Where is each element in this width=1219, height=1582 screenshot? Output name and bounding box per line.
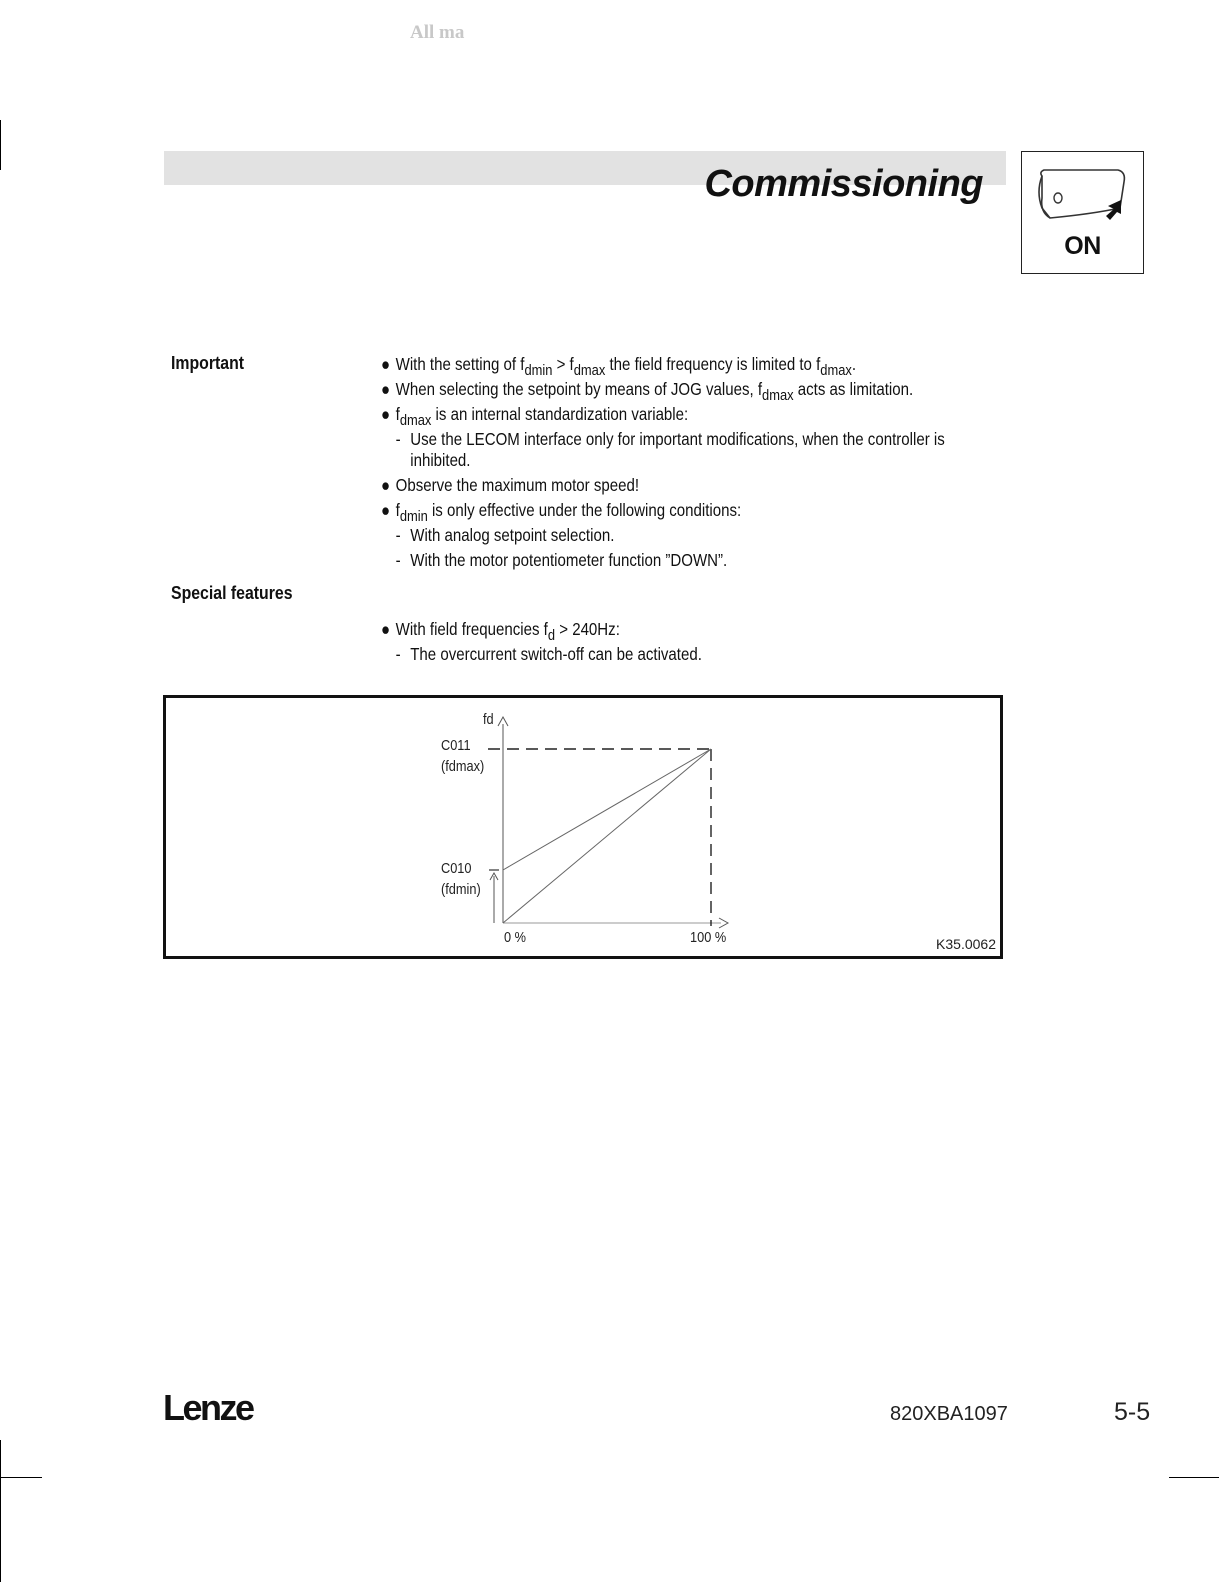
- sub-list-item: - With analog setpoint selection.: [381, 523, 931, 548]
- list-item: ● $f_{dmin}$ is only effective under the following conditions:: [381, 500, 742, 525]
- crop-mark: [1169, 1477, 1219, 1478]
- bullet-icon: ●: [381, 379, 391, 399]
- watermark-text: All ma: [410, 22, 465, 43]
- page-number: 5-5: [1114, 1398, 1151, 1426]
- sub-list-item: - With the motor potentiometer function ”DOWN”.: [381, 548, 931, 573]
- characteristic-with-fdmin: [503, 749, 711, 870]
- fdmax-name-label: (fdmax): [441, 759, 485, 775]
- crop-mark: [0, 1440, 1, 1582]
- fdmin-code-label: C010: [441, 861, 472, 877]
- dash-marker: -: [395, 525, 401, 545]
- x-axis-start-label: 0 %: [504, 930, 526, 946]
- diagram-graphic: [166, 698, 1000, 956]
- bullet-icon: ●: [381, 619, 391, 639]
- list-item: ● $f_{dmax}$ is an internal standardization variable:: [381, 404, 689, 429]
- on-label: ON: [1064, 232, 1101, 260]
- x-axis-end-label: 100 %: [690, 930, 727, 946]
- important-label: Important: [171, 353, 245, 373]
- list-item: ● Observe the maximum motor speed!: [381, 473, 931, 498]
- setpoint-diagram: [163, 695, 1003, 959]
- bullet-icon: ●: [381, 354, 391, 374]
- dash-marker: -: [395, 550, 401, 570]
- fdmin-name-label: (fdmin): [441, 882, 481, 898]
- bullet-icon: ●: [381, 500, 391, 520]
- sub-list-item-continuation: inhibited.: [410, 450, 471, 470]
- lenze-logo: Lenze: [163, 1387, 253, 1428]
- document-number: 820XBA1097: [890, 1403, 1008, 1425]
- bullet-icon: ●: [381, 404, 391, 424]
- figure-id: K35.0062: [936, 936, 996, 952]
- page-title: Commissioning: [704, 163, 983, 205]
- sub-list-item: - The overcurrent switch-off can be activated.: [381, 642, 931, 667]
- bullet-icon: ●: [381, 475, 391, 495]
- list-item: ● When selecting the setpoint by means of JOG values, $f_{dmax}$ acts as limitation.: [381, 379, 914, 404]
- dash-marker: -: [395, 644, 401, 664]
- crop-mark: [0, 1477, 42, 1478]
- power-switch-on-icon: [1021, 151, 1144, 274]
- dash-marker: -: [395, 429, 401, 449]
- characteristic-from-zero: [503, 749, 711, 923]
- content-list: [381, 352, 945, 667]
- y-axis-label: fd: [483, 712, 494, 728]
- rocker-switch-icon: [1022, 152, 1142, 232]
- special-features-label: Special features: [171, 583, 293, 603]
- list-item: ● With field frequencies $f_d > 240Hz$:: [381, 619, 620, 644]
- fdmax-code-label: C011: [441, 738, 471, 754]
- list-item: ● With the setting of $f_{dmin} > f_{dmax}$ the field frequency is limited to $f_{dmax}$.: [381, 354, 857, 379]
- crop-mark: [0, 120, 1, 170]
- sub-list-item: - Use the LECOM interface only for important modifications, when the controller is: [381, 427, 931, 452]
